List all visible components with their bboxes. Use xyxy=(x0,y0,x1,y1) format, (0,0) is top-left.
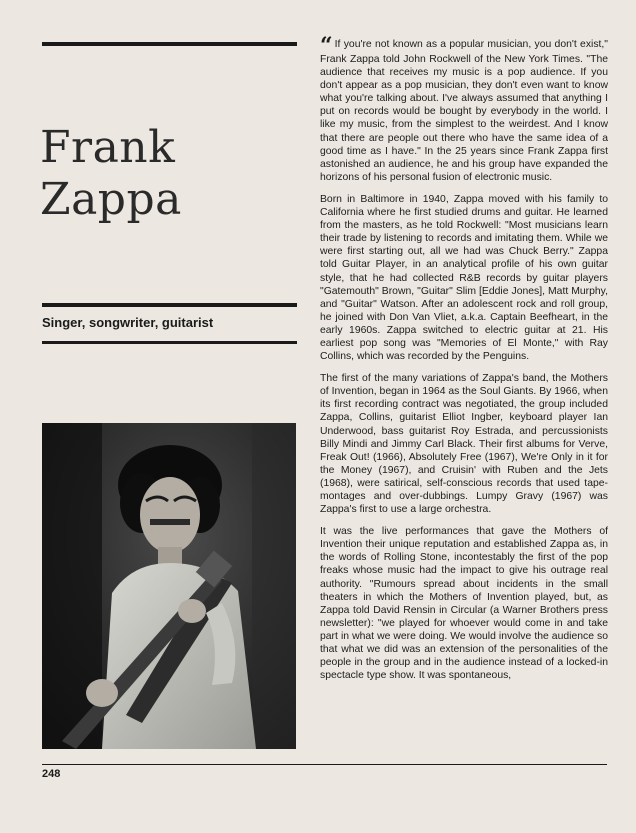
page-number: 248 xyxy=(42,768,61,780)
subject-name xyxy=(40,122,300,226)
article-column xyxy=(320,33,608,691)
article-paragraph: It was the live performances that gave the Mothers of Invention their unique reputation and established Zappa as, in the words of Rolling Stone, incontestably the first of the pop freaks whose music had the impact to give his outrage real authority. "Rumours spread about incidents in the small theaters in which the Mothers of Invention played, but, as Zappa told David Rensin in Circular (a Warner Brothers press newsletter): "we played for whoever would come in and take part in what we were doing. We would involve the audience so that what we did was an extension of the personalities of the people in the group and in the audience instead of a locked-in spectacle type show. It was spontaneous, xyxy=(320,526,608,682)
role-bottom-rule xyxy=(42,341,297,344)
article-paragraph xyxy=(320,33,608,184)
subject-role: Singer, songwriter, guitarist xyxy=(42,315,214,330)
footer-rule xyxy=(42,764,607,765)
guitarist-photo-icon xyxy=(42,423,296,749)
guitarist-photo xyxy=(42,423,296,749)
article-paragraph-text: If you're not known as a popular musician, you don't exist," Frank Zappa told John Rockwell of the New York Times. "The audience that receives my music is a pop audience. If you don't appear as a pop musician, they don't even want to know what you're talking about. I've always assumed that anything I put on records would be bought by everybody in the world. I like my music, from the simplest to the weirdest. And I know that there are people out there who have the same idea of a good time as I have." In the 25 years since Frank Zappa first astonished an audience, he and his group have expanded the horizons of his personal fusion of electronic music. xyxy=(320,39,608,183)
top-rule xyxy=(42,42,297,46)
subject-first-name: Frank xyxy=(40,122,176,173)
subject-last-name: Zappa xyxy=(40,174,182,225)
article-paragraph: The first of the many variations of Zappa's band, the Mothers of Invention, began in 1964 as the Soul Giants. By 1966, when its first recording contract was negotiated, the group included Zappa, Collins, guitarist Elliot Ingber, keyboard player Ian Underwood, bass guitarist Roy Estrada, and percussionists Billy Mindi and Jimmy Carl Black. Their first albums for Verve, Freak Out! (1966), Absolutely Free (1967), We're Only in it for the Money (1967), and Cruisin' with Ruben and the Jets (1968), were satirical, self-conscious records that used tape-montages and over-dubbings. Lumpy Gravy (1967) was Zappa's first to use a large orchestra. xyxy=(320,373,608,516)
opening-quote-mark: “ xyxy=(320,33,333,59)
role-top-rule xyxy=(42,303,297,307)
article-paragraph: Born in Baltimore in 1940, Zappa moved with his family to California where he first studied drums and guitar. He learned from the masters, as he told Rockwell: "Most musicians learn their trade by listening to records and imitating them. While we were first starting out, all we had was Chuck Berry." Zappa told Guitar Player, in an analytical profile of his own guitar style, that he had collected R&B records by guitar players "Gatemouth" Brown, "Guitar" Slim [Eddie Jones], Matt Murphy, and "Guitar" Watson. After an adolescent rock and roll group, he joined with Don Van Vliet, a.k.a. Captain Beefheart, in the early 1960s. Zappa switched to electric guitar at 21. His earliest pop song was "Memories of El Monte," with Ray Collins, which was recorded by the Penguins. xyxy=(320,193,608,363)
